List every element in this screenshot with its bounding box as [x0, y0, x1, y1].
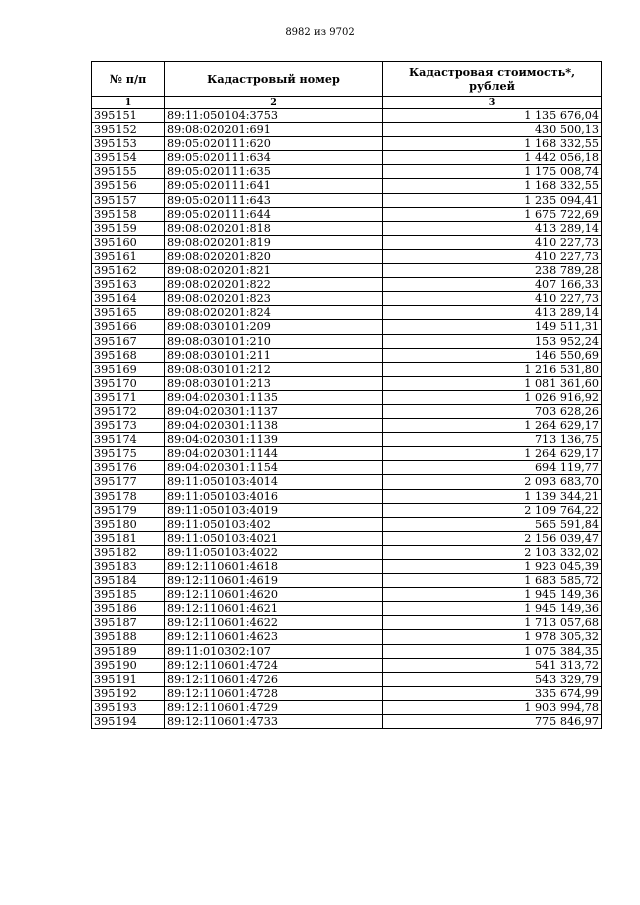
cadastral-value-cell: 543 329,79 — [383, 672, 602, 686]
cadastral-number-cell: 89:11:050103:4016 — [165, 489, 383, 503]
row-number-cell: 395170 — [92, 376, 165, 390]
cadastral-number-cell: 89:11:050103:4021 — [165, 531, 383, 545]
row-number-cell: 395159 — [92, 221, 165, 235]
row-number-cell: 395151 — [92, 109, 165, 123]
table-row — [92, 193, 602, 207]
cadastral-value-table — [91, 61, 602, 729]
cadastral-number-cell: 89:12:110601:4622 — [165, 616, 383, 630]
cadastral-value-cell: 410 227,73 — [383, 249, 602, 263]
table-row — [92, 531, 602, 545]
table-row — [92, 560, 602, 574]
cadastral-number-cell: 89:12:110601:4728 — [165, 686, 383, 700]
table-row — [92, 588, 602, 602]
cadastral-number-cell: 89:12:110601:4621 — [165, 602, 383, 616]
cadastral-number-cell: 89:08:020201:823 — [165, 292, 383, 306]
cadastral-number-cell: 89:12:110601:4618 — [165, 560, 383, 574]
cadastral-value-cell: 1 683 585,72 — [383, 574, 602, 588]
table-row — [92, 602, 602, 616]
row-number-cell: 395187 — [92, 616, 165, 630]
cadastral-number-cell: 89:08:020201:824 — [165, 306, 383, 320]
table-row — [92, 179, 602, 193]
cadastral-number-cell: 89:08:020201:818 — [165, 221, 383, 235]
row-number-cell: 395160 — [92, 235, 165, 249]
cadastral-value-cell: 1 264 629,17 — [383, 447, 602, 461]
table-row — [92, 503, 602, 517]
table-row — [92, 404, 602, 418]
cadastral-number-cell: 89:05:020111:634 — [165, 151, 383, 165]
cadastral-number-cell: 89:04:020301:1138 — [165, 419, 383, 433]
table-row — [92, 447, 602, 461]
cadastral-value-cell: 335 674,99 — [383, 686, 602, 700]
cadastral-number-cell: 89:08:030101:210 — [165, 334, 383, 348]
row-number-cell: 395161 — [92, 249, 165, 263]
table-row — [92, 151, 602, 165]
table-row — [92, 489, 602, 503]
cadastral-number-cell: 89:11:050104:3753 — [165, 109, 383, 123]
row-number-cell: 395194 — [92, 715, 165, 729]
table-row — [92, 306, 602, 320]
cadastral-value-cell: 1 713 057,68 — [383, 616, 602, 630]
cadastral-value-cell: 1 139 344,21 — [383, 489, 602, 503]
cadastral-value-cell: 1 923 045,39 — [383, 560, 602, 574]
table-row — [92, 475, 602, 489]
row-number-cell: 395185 — [92, 588, 165, 602]
cadastral-value-cell: 2 103 332,02 — [383, 545, 602, 559]
cadastral-number-cell: 89:08:030101:213 — [165, 376, 383, 390]
table-row — [92, 644, 602, 658]
cadastral-value-cell: 1 135 676,04 — [383, 109, 602, 123]
table-row — [92, 574, 602, 588]
table-row — [92, 517, 602, 531]
row-number-cell: 395182 — [92, 545, 165, 559]
cadastral-number-cell: 89:04:020301:1135 — [165, 390, 383, 404]
row-number-cell: 395178 — [92, 489, 165, 503]
cadastral-value-cell: 2 093 683,70 — [383, 475, 602, 489]
cadastral-number-cell: 89:08:030101:211 — [165, 348, 383, 362]
cadastral-number-cell: 89:08:030101:212 — [165, 362, 383, 376]
row-number-cell: 395175 — [92, 447, 165, 461]
cadastral-number-cell: 89:11:050103:4014 — [165, 475, 383, 489]
cadastral-number-cell: 89:08:020201:819 — [165, 235, 383, 249]
cadastral-number-cell: 89:04:020301:1139 — [165, 433, 383, 447]
column-number-1: 1 — [92, 97, 165, 109]
cadastral-number-cell: 89:08:030101:209 — [165, 320, 383, 334]
cadastral-number-cell: 89:08:020201:820 — [165, 249, 383, 263]
row-number-cell: 395191 — [92, 672, 165, 686]
column-number-2: 2 — [165, 97, 383, 109]
cadastral-value-cell: 1 168 332,55 — [383, 137, 602, 151]
table-row — [92, 221, 602, 235]
cadastral-number-cell: 89:11:010302:107 — [165, 644, 383, 658]
table-row — [92, 264, 602, 278]
cadastral-value-cell: 407 166,33 — [383, 278, 602, 292]
row-number-cell: 395179 — [92, 503, 165, 517]
table-row — [92, 235, 602, 249]
column-number-3: 3 — [383, 97, 602, 109]
table-row — [92, 616, 602, 630]
row-number-cell: 395166 — [92, 320, 165, 334]
row-number-cell: 395192 — [92, 686, 165, 700]
cadastral-value-cell: 1 075 384,35 — [383, 644, 602, 658]
cadastral-number-cell: 89:08:020201:822 — [165, 278, 383, 292]
row-number-cell: 395172 — [92, 404, 165, 418]
header-cadastral-number: Кадастровый номер — [165, 62, 383, 97]
row-number-cell: 395157 — [92, 193, 165, 207]
cadastral-value-cell: 1 675 722,69 — [383, 207, 602, 221]
row-number-cell: 395158 — [92, 207, 165, 221]
cadastral-number-cell: 89:05:020111:643 — [165, 193, 383, 207]
cadastral-value-cell: 1 903 994,78 — [383, 700, 602, 714]
cadastral-value-cell: 1 945 149,36 — [383, 602, 602, 616]
row-number-cell: 395193 — [92, 700, 165, 714]
row-number-cell: 395190 — [92, 658, 165, 672]
cadastral-value-cell: 410 227,73 — [383, 292, 602, 306]
table-row — [92, 672, 602, 686]
cadastral-value-cell: 1 081 361,60 — [383, 376, 602, 390]
cadastral-number-cell: 89:12:110601:4623 — [165, 630, 383, 644]
cadastral-number-cell: 89:08:020201:821 — [165, 264, 383, 278]
table-row — [92, 165, 602, 179]
row-number-cell: 395189 — [92, 644, 165, 658]
cadastral-number-cell: 89:04:020301:1137 — [165, 404, 383, 418]
table-body — [92, 109, 602, 729]
row-number-cell: 395186 — [92, 602, 165, 616]
row-number-cell: 395171 — [92, 390, 165, 404]
cadastral-number-cell: 89:05:020111:644 — [165, 207, 383, 221]
row-number-cell: 395173 — [92, 419, 165, 433]
row-number-cell: 395165 — [92, 306, 165, 320]
cadastral-number-cell: 89:05:020111:641 — [165, 179, 383, 193]
cadastral-number-cell: 89:05:020111:635 — [165, 165, 383, 179]
cadastral-value-cell: 413 289,14 — [383, 221, 602, 235]
cadastral-number-cell: 89:12:110601:4733 — [165, 715, 383, 729]
table-row — [92, 320, 602, 334]
cadastral-number-cell: 89:12:110601:4724 — [165, 658, 383, 672]
cadastral-number-cell: 89:11:050103:4022 — [165, 545, 383, 559]
cadastral-value-cell: 1 235 094,41 — [383, 193, 602, 207]
table-row — [92, 630, 602, 644]
cadastral-value-cell: 413 289,14 — [383, 306, 602, 320]
header-row-number: № п/п — [92, 62, 165, 97]
row-number-cell: 395168 — [92, 348, 165, 362]
cadastral-value-cell: 775 846,97 — [383, 715, 602, 729]
table-row — [92, 292, 602, 306]
row-number-cell: 395153 — [92, 137, 165, 151]
cadastral-number-cell: 89:12:110601:4620 — [165, 588, 383, 602]
cadastral-value-cell: 410 227,73 — [383, 235, 602, 249]
table-row — [92, 545, 602, 559]
row-number-cell: 395184 — [92, 574, 165, 588]
table-row — [92, 419, 602, 433]
cadastral-number-cell: 89:12:110601:4726 — [165, 672, 383, 686]
cadastral-value-cell: 153 952,24 — [383, 334, 602, 348]
table-row — [92, 658, 602, 672]
table-row — [92, 137, 602, 151]
cadastral-value-cell: 146 550,69 — [383, 348, 602, 362]
cadastral-value-cell: 1 168 332,55 — [383, 179, 602, 193]
table-row — [92, 109, 602, 123]
cadastral-value-cell: 713 136,75 — [383, 433, 602, 447]
table-row — [92, 461, 602, 475]
cadastral-value-cell: 1 026 916,92 — [383, 390, 602, 404]
cadastral-number-cell: 89:08:020201:691 — [165, 123, 383, 137]
cadastral-value-cell: 2 109 764,22 — [383, 503, 602, 517]
cadastral-value-cell: 430 500,13 — [383, 123, 602, 137]
row-number-cell: 395176 — [92, 461, 165, 475]
table-row — [92, 390, 602, 404]
table-row — [92, 362, 602, 376]
table-row — [92, 249, 602, 263]
cadastral-value-cell: 1 216 531,80 — [383, 362, 602, 376]
cadastral-value-cell: 238 789,28 — [383, 264, 602, 278]
page-number-header: 8982 из 9702 — [285, 27, 355, 38]
header-cadastral-value: Кадастровая стоимость*, рублей — [383, 62, 602, 97]
row-number-cell: 395155 — [92, 165, 165, 179]
cadastral-number-cell: 89:11:050103:4019 — [165, 503, 383, 517]
cadastral-number-cell: 89:04:020301:1154 — [165, 461, 383, 475]
cadastral-value-cell: 1 442 056,18 — [383, 151, 602, 165]
cadastral-value-cell: 1 264 629,17 — [383, 419, 602, 433]
row-number-cell: 395156 — [92, 179, 165, 193]
row-number-cell: 395177 — [92, 475, 165, 489]
row-number-cell: 395169 — [92, 362, 165, 376]
row-number-cell: 395188 — [92, 630, 165, 644]
row-number-cell: 395183 — [92, 560, 165, 574]
row-number-cell: 395181 — [92, 531, 165, 545]
cadastral-value-cell: 2 156 039,47 — [383, 531, 602, 545]
table-row — [92, 278, 602, 292]
cadastral-number-cell: 89:11:050103:402 — [165, 517, 383, 531]
row-number-cell: 395167 — [92, 334, 165, 348]
cadastral-value-cell: 541 313,72 — [383, 658, 602, 672]
row-number-cell: 395164 — [92, 292, 165, 306]
cadastral-value-cell: 694 119,77 — [383, 461, 602, 475]
cadastral-value-cell: 1 978 305,32 — [383, 630, 602, 644]
table-row — [92, 334, 602, 348]
row-number-cell: 395174 — [92, 433, 165, 447]
row-number-cell: 395162 — [92, 264, 165, 278]
cadastral-value-cell: 1 945 149,36 — [383, 588, 602, 602]
cadastral-number-cell: 89:04:020301:1144 — [165, 447, 383, 461]
cadastral-value-cell: 565 591,84 — [383, 517, 602, 531]
table-row — [92, 686, 602, 700]
cadastral-value-cell: 149 511,31 — [383, 320, 602, 334]
table-row — [92, 207, 602, 221]
table-row — [92, 376, 602, 390]
cadastral-value-cell: 703 628,26 — [383, 404, 602, 418]
row-number-cell: 395152 — [92, 123, 165, 137]
row-number-cell: 395154 — [92, 151, 165, 165]
cadastral-number-cell: 89:12:110601:4619 — [165, 574, 383, 588]
row-number-cell: 395180 — [92, 517, 165, 531]
table-row — [92, 348, 602, 362]
row-number-cell: 395163 — [92, 278, 165, 292]
cadastral-value-cell: 1 175 008,74 — [383, 165, 602, 179]
table-row — [92, 123, 602, 137]
table-row — [92, 715, 602, 729]
table-row — [92, 433, 602, 447]
cadastral-number-cell: 89:05:020111:620 — [165, 137, 383, 151]
table-row — [92, 700, 602, 714]
cadastral-number-cell: 89:12:110601:4729 — [165, 700, 383, 714]
